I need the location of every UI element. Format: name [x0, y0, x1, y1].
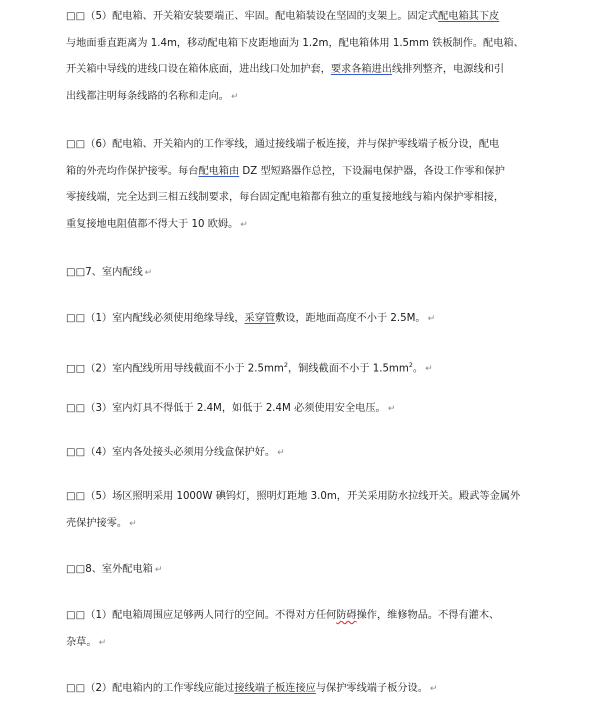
text-run: 。 [412, 363, 424, 375]
text-run: □□（4）室内各处接头必须用分线盒保护好。 [66, 447, 276, 458]
paragraph-indoor-wiring-2 [66, 352, 591, 379]
text-run: 出线都注明每条线路的名称和走向。 [66, 90, 229, 102]
paragraph-indoor-wiring-5 [66, 484, 591, 537]
paragraph-mark-icon: ↵ [427, 314, 436, 324]
spellcheck-underlined-text: 防碍 [336, 610, 357, 621]
text-line [66, 676, 591, 703]
text-line [66, 185, 591, 212]
text-line [66, 440, 591, 467]
underlined-text: 配电箱其下皮 [438, 11, 500, 22]
superscript: 2 [283, 361, 288, 369]
paragraph-mark-icon: ↵ [98, 637, 107, 648]
text-line [66, 511, 591, 538]
underlined-text: 接线端子板连接应 [234, 683, 316, 694]
paragraph-mark-icon: ↵ [425, 364, 433, 375]
paragraph-distribution-box-mounting [66, 4, 591, 110]
text-line [66, 484, 591, 511]
text-run: 箱的外壳均作保护接零。每台 [66, 165, 199, 177]
text-run: □□（2）配电箱内的工作零线应能过 [66, 683, 235, 694]
paragraph-mark-icon: ↵ [240, 219, 248, 230]
superscript: 2 [408, 361, 413, 369]
heading-outdoor-distribution-box [66, 557, 591, 584]
text-run: 开关箱中导线的进线口设在箱体底面，进出线口处加护套， [66, 64, 331, 75]
text-run: 零接线端，完全达到三相五线制要求，每台固定配电箱都有独立的重复接地线与箱内保护零相接， [66, 192, 505, 203]
text-run: 壳保护接零。 [66, 517, 128, 529]
text-line [66, 557, 591, 584]
text-line [66, 396, 591, 423]
paragraph-distribution-box-grounding [66, 132, 591, 238]
text-run: 操作，维修物品。不得有灌木、 [356, 610, 500, 621]
text-run: □□（1）室内配线必须使用绝缘导线， [66, 313, 245, 324]
paragraph-mark-icon: ↵ [154, 565, 163, 575]
text-run: 与地面垂直距离为 1.4m，移动配电箱下皮距地面为 1.2m，配电箱体用 1.5mm 铁板制作。配电箱、 [66, 37, 524, 49]
text-run: 与保护零线端子板分设。 [315, 683, 428, 694]
text-line [66, 31, 591, 58]
underlined-text: 配电箱由 [198, 165, 240, 177]
text-line [66, 260, 591, 287]
text-run: 敷设，距地面高度不小于 2.5M。 [275, 313, 426, 324]
paragraph-mark-icon: ↵ [129, 518, 137, 529]
paragraph-mark-icon: ↵ [277, 448, 285, 458]
text-line [66, 159, 591, 186]
text-run: □□（2）室内配线所用导线截面不小于 2.5mm [66, 363, 284, 375]
text-run: ，铜线截面不小于 1.5mm [287, 363, 409, 375]
text-run: □□（5）场区照明采用 1000W 碘钨灯，照明灯距地 3.0m，开关采用防水拉线开关。殿武等金属外 [66, 491, 521, 502]
paragraph-mark-icon: ↵ [144, 268, 153, 278]
underlined-text: 采穿管 [244, 313, 276, 324]
text-line [66, 306, 591, 333]
paragraph-mark-icon: ↵ [231, 91, 239, 102]
text-line [66, 57, 591, 84]
text-run: □□（6）配电箱、开关箱内的工作零线，通过接线端子板连接，并与保护零线端子板分设，配电 [66, 139, 500, 150]
text-run: □□（5）配电箱、开关箱安装要端正、牢固。配电箱装设在坚固的支架上。固定式 [66, 11, 439, 22]
text-line [66, 352, 591, 379]
text-line [66, 132, 591, 159]
paragraph-indoor-wiring-1 [66, 306, 591, 333]
underlined-text: 要求各箱进出 [330, 64, 392, 75]
text-line [66, 4, 591, 31]
text-run: 线排列整齐，电源线和引 [392, 64, 505, 75]
text-run: 重复接地电阻值都不得大于 10 欧姆。 [66, 218, 239, 230]
paragraph-outdoor-box-2 [66, 676, 591, 703]
heading-indoor-wiring [66, 260, 591, 287]
text-run: □□7、室内配线 [66, 267, 143, 278]
text-run: □□8、室外配电箱 [66, 564, 153, 575]
text-line [66, 212, 591, 239]
paragraph-outdoor-box-1 [66, 603, 591, 656]
text-run: 杂草。 [66, 636, 97, 648]
text-line [66, 630, 591, 657]
paragraph-indoor-wiring-3 [66, 396, 591, 423]
paragraph-mark-icon: ↵ [429, 684, 438, 694]
text-run: DZ 型短路器作总控，下设漏电保护器，各设工作零和保护 [239, 165, 505, 177]
paragraph-mark-icon: ↵ [387, 404, 396, 414]
text-run: □□（1）配电箱周围应足够两人同行的空间。不得对方任何 [66, 610, 337, 621]
paragraph-indoor-wiring-4 [66, 440, 591, 467]
text-line [66, 603, 591, 630]
text-run: □□（3）室内灯具不得低于 2.4M，如低于 2.4M 必须使用安全电压。 [66, 403, 386, 414]
text-line [66, 84, 591, 111]
